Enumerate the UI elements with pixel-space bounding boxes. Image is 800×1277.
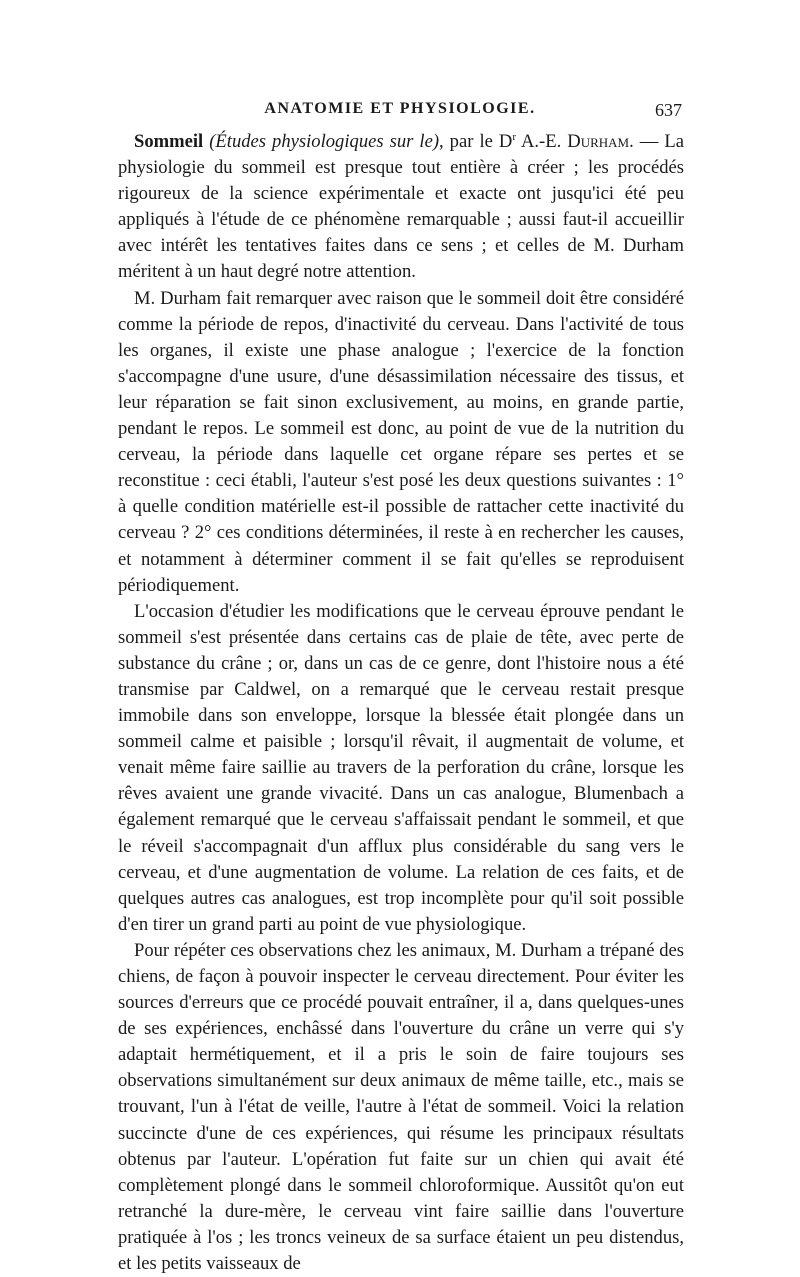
paragraph-1 [118, 129, 684, 286]
article-title: Sommeil [134, 131, 204, 152]
byline-prefix: , par le D [439, 131, 513, 152]
page-number: 637 [655, 100, 682, 120]
paragraph-3: L'occasion d'étudier les modifications que le cerveau éprouve pendant le sommeil s'est présentée dans certains cas de plaie de tête, avec perte de substance du crâne ; or, dans un cas de ce genre, dont l'histoire nous a été transmise par Caldwel, on a remarqué que le cerveau restait presque immobile dans son enveloppe, lorsque la blessée était plongée dans un sommeil calme et paisible ; lorsqu'il rêvait, il augmentait de volume, et venait même faire saillie au travers de la perforation du crâne, lorsque les rêves avaient une grande vivacité. Dans un cas analogue, Blumenbach a également remarqué que le cerveau s'affaissait pendant le sommeil, et que le réveil s'accompagnait d'un afflux plus considérable du sang vers le cerveau, et d'une augmentation de volume. La relation de ces faits, et de quelques autres cas analogues, est trop incomplète pour qu'il soit possible d'en tirer un grand parti au point de vue physiologique. [118, 600, 684, 935]
paragraph-1-text: — La physiologie du sommeil est presque tout entière à créer ; les procédés rigoureux de la science expérimentale et exacte ont jusqu'ici été peu appliqués à l'étude de ce phénomène remarquable ; aussi faut-il accueillir avec intérêt les tentatives faites dans ce sens ; et celles de M. Durham méritent à un haut degré notre attention. [118, 131, 684, 283]
paragraph-2: M. Durham fait remarquer avec raison que le sommeil doit être considéré comme la période de repos, d'inactivité du cerveau. Dans l'activité de tous les organes, il existe une phase analogue ; l'exercice de la fonction s'accompagne d'une usure, d'une désassimilation nécessaire des tissus, et leur réparation se fait sinon exclusivement, au moins, en grande partie, pendant le repos. Le sommeil est donc, au point de vue de la nutrition du cerveau, la période dans laquelle cet organe répare ses pertes et se reconstitue : ceci établi, l'auteur s'est posé les deux questions suivantes : 1° à quelle condition matérielle est-il possible de rattacher cette inactivité du cerveau ? 2° ces conditions déterminées, il reste à en rechercher les causes, et notamment à déterminer comment il se fait qu'elles se reproduisent périodiquement. [118, 287, 684, 596]
author-name: Durham [567, 131, 630, 152]
page-header [118, 100, 682, 124]
byline-initials: A.-E. [515, 131, 568, 152]
page-body [118, 129, 684, 1277]
article-subtitle: (Études physiologiques sur le) [209, 131, 440, 152]
paragraph-4: Pour répéter ces observations chez les animaux, M. Durham a trépané des chiens, de façon à pouvoir inspecter le cerveau directement. Pour éviter les sources d'erreurs que ce procédé pouvait entraîner, il a, dans quelques-unes de ses expériences, enchâssé dans l'ouverture du crâne un verre qui s'y adaptait hermétiquement, et il a pris le soin de faire toujours ses observations simultanément sur deux animaux de même taille, etc., mais se trouvant, l'un à l'état de veille, l'autre à l'état de sommeil. Voici la relation succincte d'une de ces expériences, qui résume les principaux résultats obtenus par l'auteur. L'opération fut faite sur un chien qui avait été complètement plongé dans le sommeil chloroformique. Aussitôt qu'on eut retranché la dure-mère, le cerveau vint faire saillie dans l'ouverture pratiquée à l'os ; les troncs veineux de sa surface étaient un peu distendus, et les petits vaisseaux de [118, 939, 684, 1275]
byline-suffix: . [629, 131, 634, 152]
running-title: ANATOMIE ET PHYSIOLOGIE. [264, 100, 536, 117]
byline-superscript: r [512, 130, 516, 143]
